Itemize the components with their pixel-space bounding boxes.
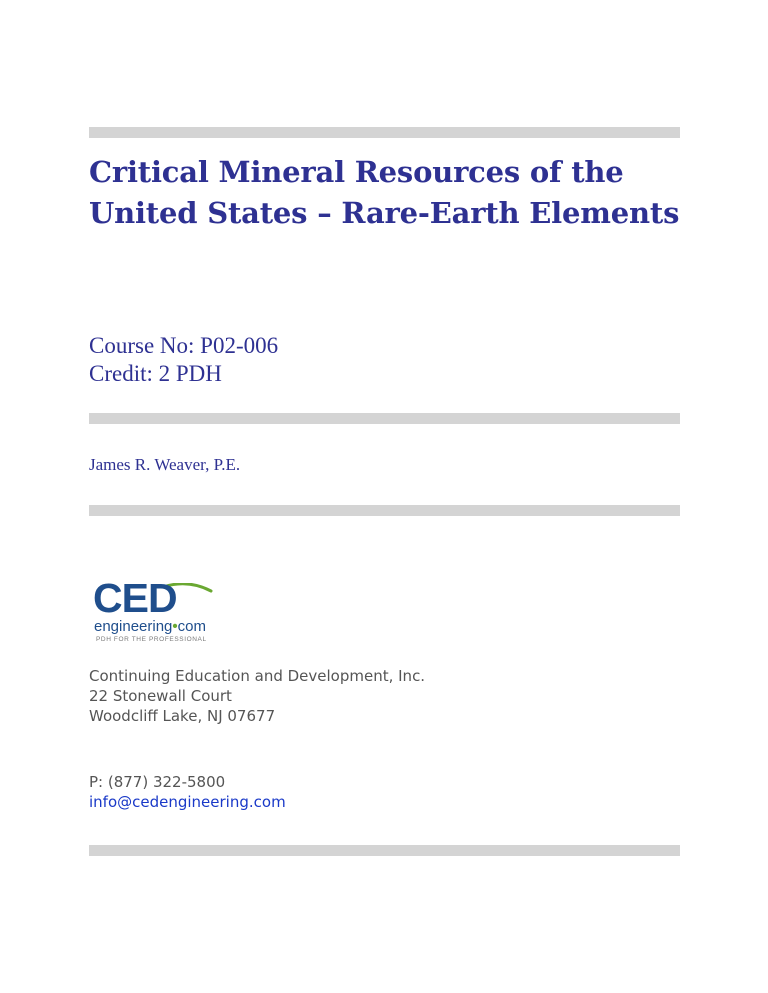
address-line-1: 22 Stonewall Court (89, 687, 232, 705)
course-info (89, 332, 278, 388)
email-link[interactable]: info@cedengineering.com (89, 793, 286, 811)
ced-engineering-logo (93, 575, 243, 648)
course-credit: Credit: 2 PDH (89, 361, 222, 386)
middle-divider-2 (89, 505, 680, 516)
logo-engineering-text: engineering•com (94, 618, 207, 635)
company-address (89, 666, 425, 726)
title-line-2: United States – Rare-Earth Elements (89, 196, 680, 230)
contact-info (89, 772, 286, 812)
address-line-2: Woodcliff Lake, NJ 07677 (89, 707, 276, 725)
phone-number: P: (877) 322-5800 (89, 773, 226, 791)
middle-divider-1 (89, 413, 680, 424)
logo-ced-text: CED (93, 575, 177, 621)
top-divider (89, 127, 680, 138)
bottom-divider (89, 845, 680, 856)
document-title (89, 152, 709, 234)
company-name: Continuing Education and Development, Inc. (89, 667, 426, 685)
author-name: James R. Weaver, P.E. (89, 455, 241, 474)
course-number: Course No: P02-006 (89, 333, 279, 358)
logo-tagline: PDH FOR THE PROFESSIONAL (96, 636, 207, 643)
title-line-1: Critical Mineral Resources of the (89, 155, 624, 189)
